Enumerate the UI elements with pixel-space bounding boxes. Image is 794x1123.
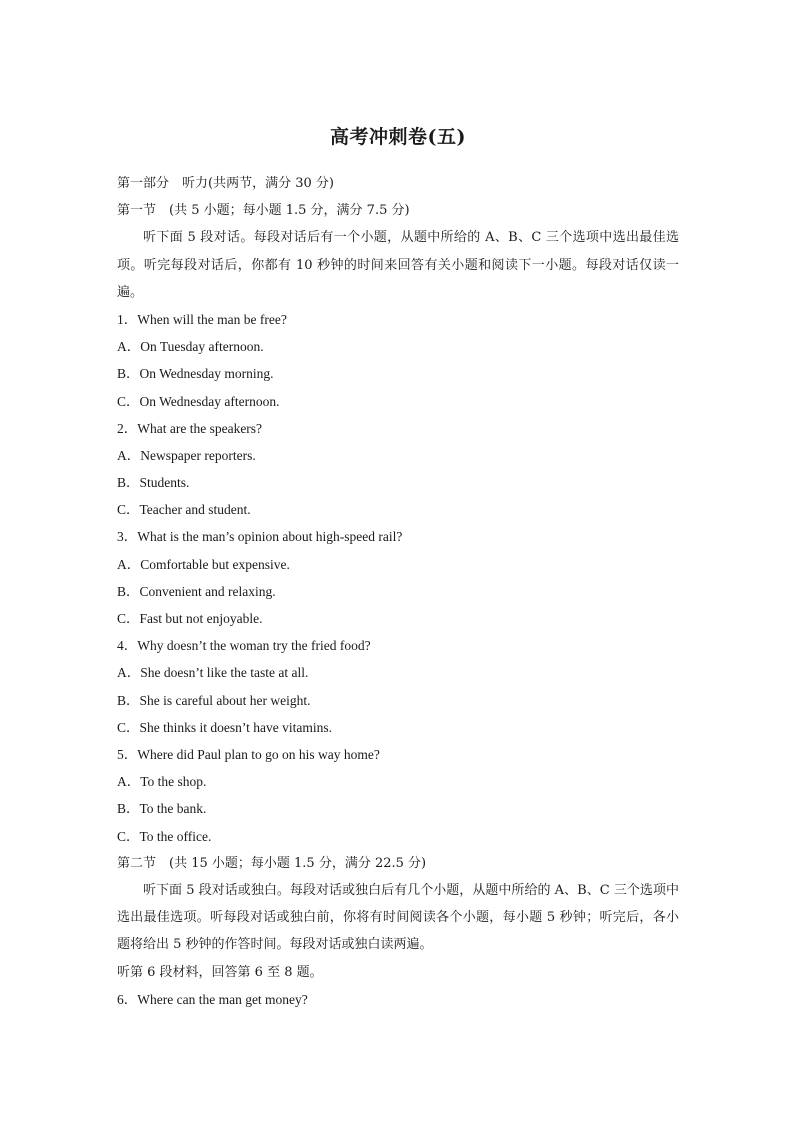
material-note: 听第 6 段材料，回答第 6 至 8 题。 (117, 964, 323, 980)
part1-heading: 第一部分 听力(共两节，满分 30 分) (117, 176, 334, 191)
answer-option: A．She doesn’t like the taste at all. (117, 665, 309, 681)
exam-body (117, 170, 679, 1013)
answer-option: A．Newspaper reporters. (117, 447, 256, 463)
question-stem: 4．Why doesn’t the woman try the fried food? (117, 638, 371, 654)
answer-option: A．On Tuesday afternoon. (117, 339, 264, 355)
question-stem: 5．Where did Paul plan to go on his way home? (117, 746, 380, 762)
answer-option: A．Comfortable but expensive. (117, 556, 290, 572)
answer-option: B．Students. (117, 475, 190, 491)
question-stem: 1．When will the man be free? (117, 311, 287, 327)
question-stem: 6．Where can the man get money? (117, 991, 308, 1007)
answer-option: C．Fast but not enjoyable. (117, 611, 263, 627)
answer-option: A．To the shop. (117, 774, 207, 790)
answer-option: B．On Wednesday morning. (117, 366, 274, 382)
exam-title: 高考冲刺卷(五) (330, 126, 466, 148)
question-stem: 3．What is the man’s opinion about high-speed rail? (117, 529, 403, 545)
answer-option: C．To the office. (117, 828, 212, 844)
answer-option: B．Convenient and relaxing. (117, 583, 276, 599)
answer-option: C．On Wednesday afternoon. (117, 393, 280, 409)
answer-option: C．She thinks it doesn’t have vitamins. (117, 719, 332, 735)
question-stem: 2．What are the speakers? (117, 420, 263, 436)
answer-option: B．She is careful about her weight. (117, 692, 311, 708)
answer-option: C．Teacher and student. (117, 502, 251, 518)
section2-heading: 第二节 (共 15 小题；每小题 1.5 分，满分 22.5 分) (117, 855, 427, 871)
section2-instructions: 听下面 5 段对话或独白。每段对话或独白后有几个小题，从题中所给的 A、B、C 三个选项中选出最佳选项。听每段对话或独白前，你将有时间阅读各个小题，每小题 5 秒钟；听完后，各小题将给出 5 秒钟的作答时间。每段对话或独白读两遍。 (117, 882, 679, 953)
answer-option: B．To the bank. (117, 801, 207, 817)
section1-heading: 第一节 (共 5 小题；每小题 1.5 分，满分 7.5 分) (117, 203, 410, 219)
section1-instructions: 听下面 5 段对话。每段对话后有一个小题，从题中所给的 A、B、C 三个选项中选出最佳选项。听完每段对话后，你都有 10 秒钟的时间来回答有关小题和阅读下一小题。每段对话仅读一遍。 (117, 230, 679, 300)
